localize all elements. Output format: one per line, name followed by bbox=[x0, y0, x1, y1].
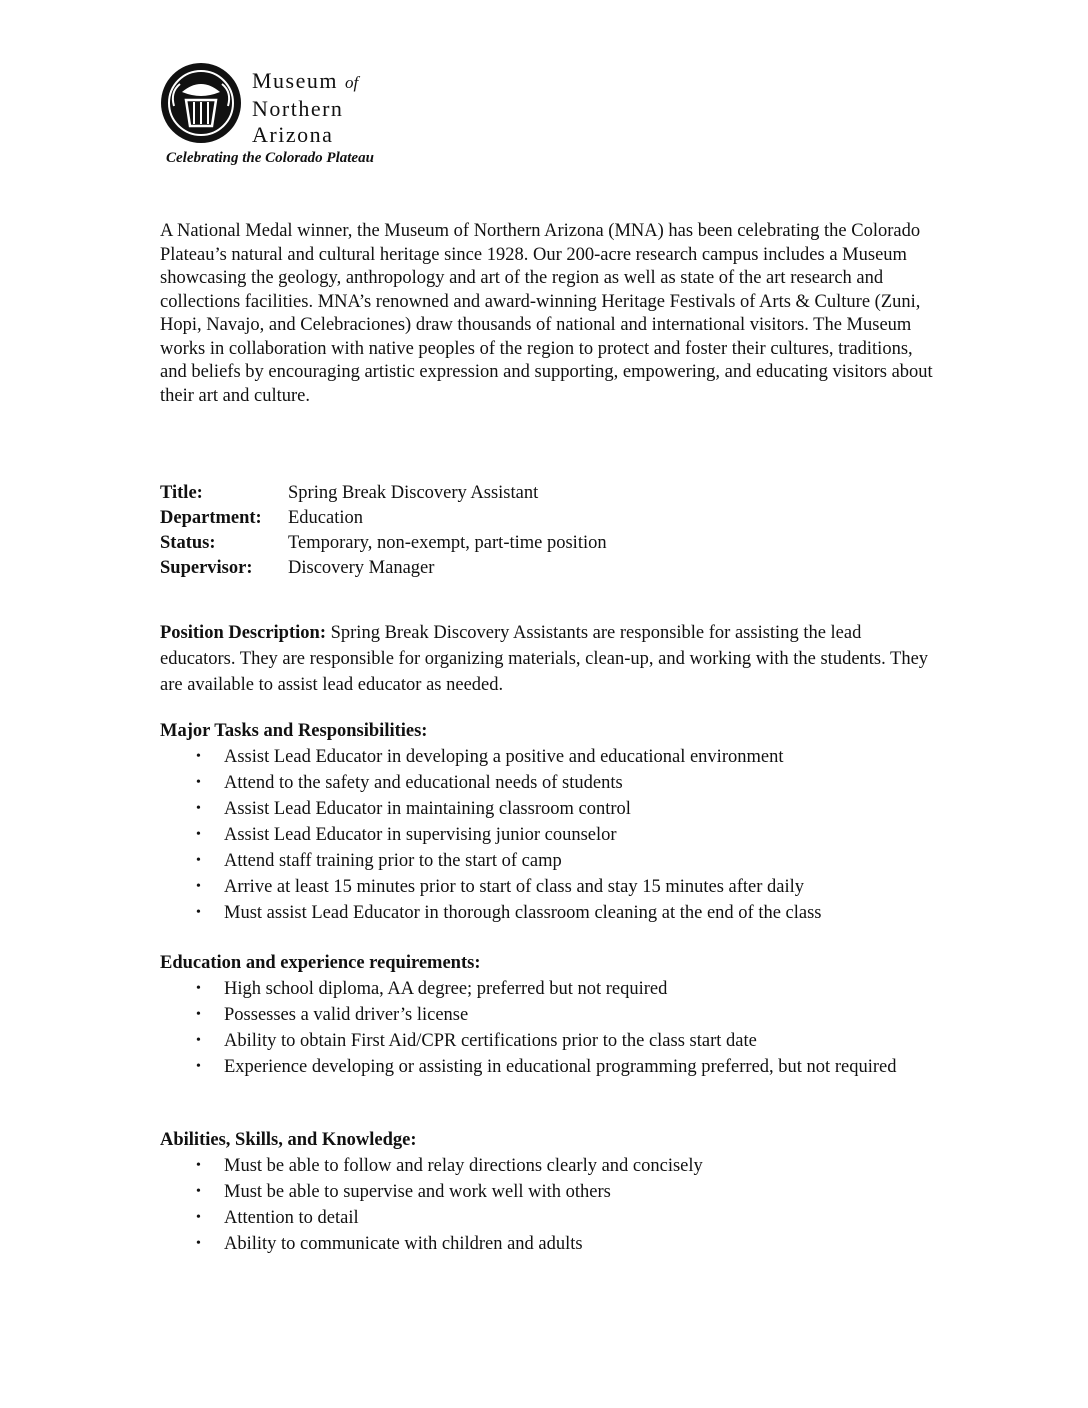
position-description bbox=[160, 620, 935, 698]
list-item bbox=[160, 1002, 950, 1028]
bullet-icon: • bbox=[196, 1158, 201, 1173]
list-item bbox=[160, 1153, 950, 1179]
list-item-text: Attend to the safety and educational needs of students bbox=[224, 773, 623, 793]
wordmark-line-1: Museum bbox=[252, 68, 338, 93]
list-item-text: Ability to communicate with children and adults bbox=[224, 1234, 583, 1254]
logo-tagline: Celebrating the Colorado Plateau bbox=[166, 150, 374, 166]
bullet-icon: • bbox=[196, 749, 201, 764]
list-item bbox=[160, 900, 950, 926]
meta-key: Title: bbox=[160, 483, 203, 503]
section-abilities-skills bbox=[160, 1127, 950, 1257]
pottery-seal-icon bbox=[160, 62, 242, 144]
bullet-icon: • bbox=[196, 775, 201, 790]
bullet-icon: • bbox=[196, 801, 201, 816]
position-description-label: Position Description: bbox=[160, 623, 326, 643]
list-item-text: Must be able to supervise and work well with others bbox=[224, 1182, 611, 1202]
list-item bbox=[160, 1231, 950, 1257]
meta-key: Status: bbox=[160, 533, 216, 553]
meta-row-department bbox=[160, 506, 607, 531]
list-item-text: High school diploma, AA degree; preferred but not required bbox=[224, 979, 668, 999]
section-major-tasks bbox=[160, 718, 950, 926]
list-item-text: Must assist Lead Educator in thorough classroom cleaning at the end of the class bbox=[224, 903, 822, 923]
bullet-icon: • bbox=[196, 1033, 201, 1048]
list-item bbox=[160, 1028, 950, 1054]
meta-key: Department: bbox=[160, 508, 262, 528]
meta-value: Spring Break Discovery Assistant bbox=[288, 483, 539, 503]
list-item bbox=[160, 1205, 950, 1231]
bullet-icon: • bbox=[196, 827, 201, 842]
bullet-list bbox=[160, 976, 950, 1080]
section-heading: Abilities, Skills, and Knowledge: bbox=[160, 1130, 417, 1150]
list-item-text: Assist Lead Educator in developing a positive and educational environment bbox=[224, 747, 784, 767]
bullet-icon: • bbox=[196, 879, 201, 894]
list-item-text: Experience developing or assisting in educational programming preferred, but not required bbox=[224, 1057, 897, 1077]
section-heading: Education and experience requirements: bbox=[160, 953, 481, 973]
list-item bbox=[160, 1054, 950, 1080]
bullet-icon: • bbox=[196, 905, 201, 920]
list-item-text: Ability to obtain First Aid/CPR certifications prior to the class start date bbox=[224, 1031, 757, 1051]
list-item-text: Must be able to follow and relay directions clearly and concisely bbox=[224, 1156, 703, 1176]
bullet-list bbox=[160, 744, 950, 926]
bullet-icon: • bbox=[196, 981, 201, 996]
section-heading: Major Tasks and Responsibilities: bbox=[160, 721, 428, 741]
bullet-list bbox=[160, 1153, 950, 1257]
job-meta-table bbox=[160, 481, 607, 581]
wordmark-of: of bbox=[345, 73, 359, 92]
position-description-text: Spring Break Discovery Assistants are responsible for assisting the lead educators. They are responsible for organizing materials, clean-up, and working with the students. They are available to assist lead educator as needed. bbox=[160, 623, 929, 695]
meta-value: Discovery Manager bbox=[288, 558, 435, 578]
section-education-requirements bbox=[160, 950, 950, 1080]
meta-row-supervisor bbox=[160, 556, 607, 581]
meta-value: Education bbox=[288, 508, 364, 528]
bullet-icon: • bbox=[196, 1007, 201, 1022]
list-item bbox=[160, 1179, 950, 1205]
bullet-icon: • bbox=[196, 1210, 201, 1225]
bullet-icon: • bbox=[196, 1236, 201, 1251]
bullet-icon: • bbox=[196, 853, 201, 868]
meta-row-title bbox=[160, 481, 607, 506]
list-item-text: Attend staff training prior to the start of camp bbox=[224, 851, 562, 871]
list-item bbox=[160, 770, 950, 796]
meta-key: Supervisor: bbox=[160, 558, 253, 578]
list-item bbox=[160, 822, 950, 848]
list-item bbox=[160, 976, 950, 1002]
list-item bbox=[160, 874, 950, 900]
meta-row-status bbox=[160, 531, 607, 556]
list-item-text: Possesses a valid driver’s license bbox=[224, 1005, 469, 1025]
bullet-icon: • bbox=[196, 1059, 201, 1074]
meta-value: Temporary, non-exempt, part-time position bbox=[288, 533, 607, 553]
museum-wordmark bbox=[252, 68, 358, 148]
wordmark-line-3: Arizona bbox=[252, 122, 334, 147]
list-item bbox=[160, 848, 950, 874]
list-item-text: Arrive at least 15 minutes prior to start of class and stay 15 minutes after daily bbox=[224, 877, 805, 897]
list-item-text: Assist Lead Educator in supervising junior counselor bbox=[224, 825, 617, 845]
list-item-text: Attention to detail bbox=[224, 1208, 359, 1228]
bullet-icon: • bbox=[196, 1184, 201, 1199]
list-item-text: Assist Lead Educator in maintaining classroom control bbox=[224, 799, 631, 819]
list-item bbox=[160, 744, 950, 770]
list-item bbox=[160, 796, 950, 822]
intro-paragraph: A National Medal winner, the Museum of Northern Arizona (MNA) has been celebrating the Colorado Plateau’s natural and cultural heritage since 1928. Our 200-acre research campus includes a Museum showcasing the geology, anthropology and art of the region as well as state of the art research and collections facilities. MNA’s renowned and award-winning Heritage Festivals of Arts & Culture (Zuni, Hopi, Navajo, and Celebraciones) draw thousands of national and international visitors. The Museum works in collaboration with native peoples of the region to protect and foster their cultures, traditions, and beliefs by encouraging artistic expression and supporting, empowering, and educating visitors about their art and culture. bbox=[160, 221, 933, 406]
wordmark-line-2: Northern bbox=[252, 96, 344, 121]
museum-logo bbox=[160, 62, 400, 182]
